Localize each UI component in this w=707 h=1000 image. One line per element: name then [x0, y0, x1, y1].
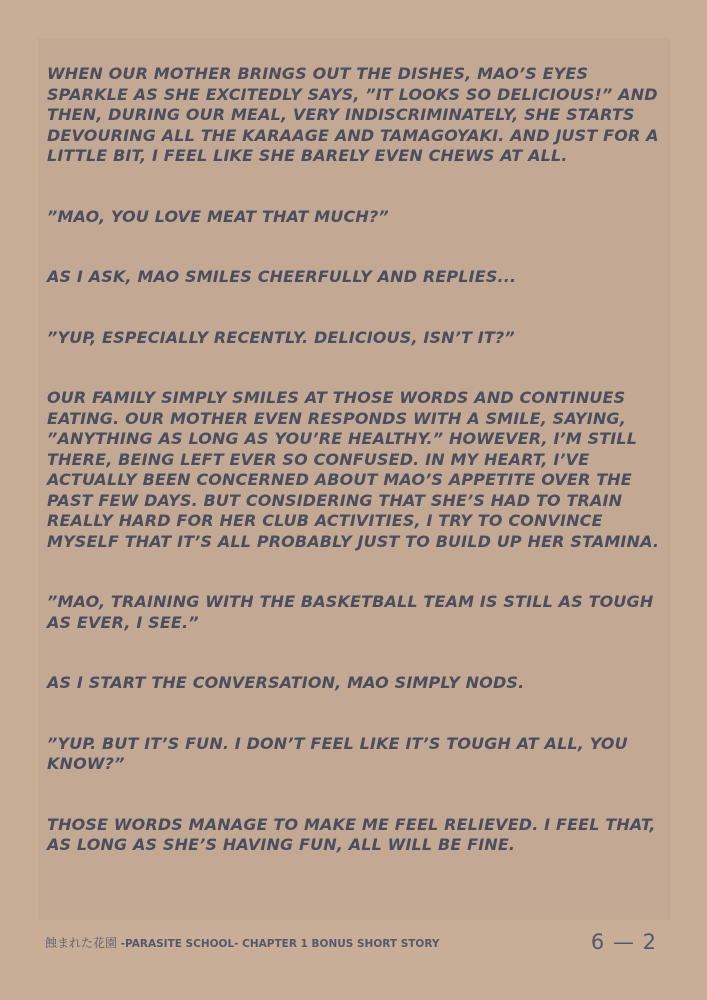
footer-title-en: -PARASITE SCHOOL- CHAPTER 1 BONUS SHORT STORY	[117, 938, 440, 950]
story-text	[47, 64, 663, 896]
story-paragraph: WHEN OUR MOTHER BRINGS OUT THE DISHES, MAO’S EYES SPARKLE AS SHE EXCITEDLY SAYS, ”IT LOOKS SO DELICIOUS!” AND THEN, DURING OUR MEAL, VERY INDISCRIMINATELY, SHE STARTS DEVOURING ALL THE KARAAGE AND TAMAGOYAKI. AND JUST FOR A LITTLE BIT, I FEEL LIKE SHE BARELY EVEN CHEWS AT ALL.	[47, 64, 659, 165]
story-paragraph: AS I ASK, MAO SMILES CHEERFULLY AND REPLIES...	[47, 267, 517, 286]
footer-title	[45, 935, 439, 952]
story-paragraph: THOSE WORDS MANAGE TO MAKE ME FEEL RELIEVED. I FEEL THAT, AS LONG AS SHE’S HAVING FUN, ALL WILL BE FINE.	[47, 814, 656, 854]
story-paragraph: ”MAO, TRAINING WITH THE BASKETBALL TEAM IS STILL AS TOUGH AS EVER, I SEE.”	[47, 592, 654, 632]
story-paragraph: ”YUP. BUT IT’S FUN. I DON’T FEEL LIKE IT’S TOUGH AT ALL, YOU KNOW?”	[47, 733, 628, 773]
footer-title-jp: 蝕まれた花園	[45, 936, 118, 950]
story-paragraph: ”YUP, ESPECIALLY RECENTLY. DELICIOUS, ISN’T IT?”	[47, 327, 515, 347]
story-paragraph: AS I START THE CONVERSATION, MAO SIMPLY NODS.	[47, 673, 525, 692]
story-paragraph: ”MAO, YOU LOVE MEAT THAT MUCH?”	[47, 206, 389, 226]
story-paragraph: OUR FAMILY SIMPLY SMILES AT THOSE WORDS AND CONTINUES EATING. OUR MOTHER EVEN RESPONDS WITH A SMILE, SAYING, ”ANYTHING AS LONG AS YOU’RE HEALTHY.” HOWEVER, I’M STILL THERE, BEING LEFT EVER SO CONFUSED. IN MY HEART, I’VE ACTUALLY BEEN CONCERNED ABOUT MAO’S APPETITE OVER THE PAST FEW DAYS. BUT CONSIDERING THAT SHE’S HAD TO TRAIN REALLY HARD FOR HER CLUB ACTIVITIES, I TRY TO CONVINCE MYSELF THAT IT’S ALL PROBABLY JUST TO BUILD UP HER STAMINA.	[47, 388, 660, 551]
page-number: 6 — 2	[590, 930, 657, 954]
